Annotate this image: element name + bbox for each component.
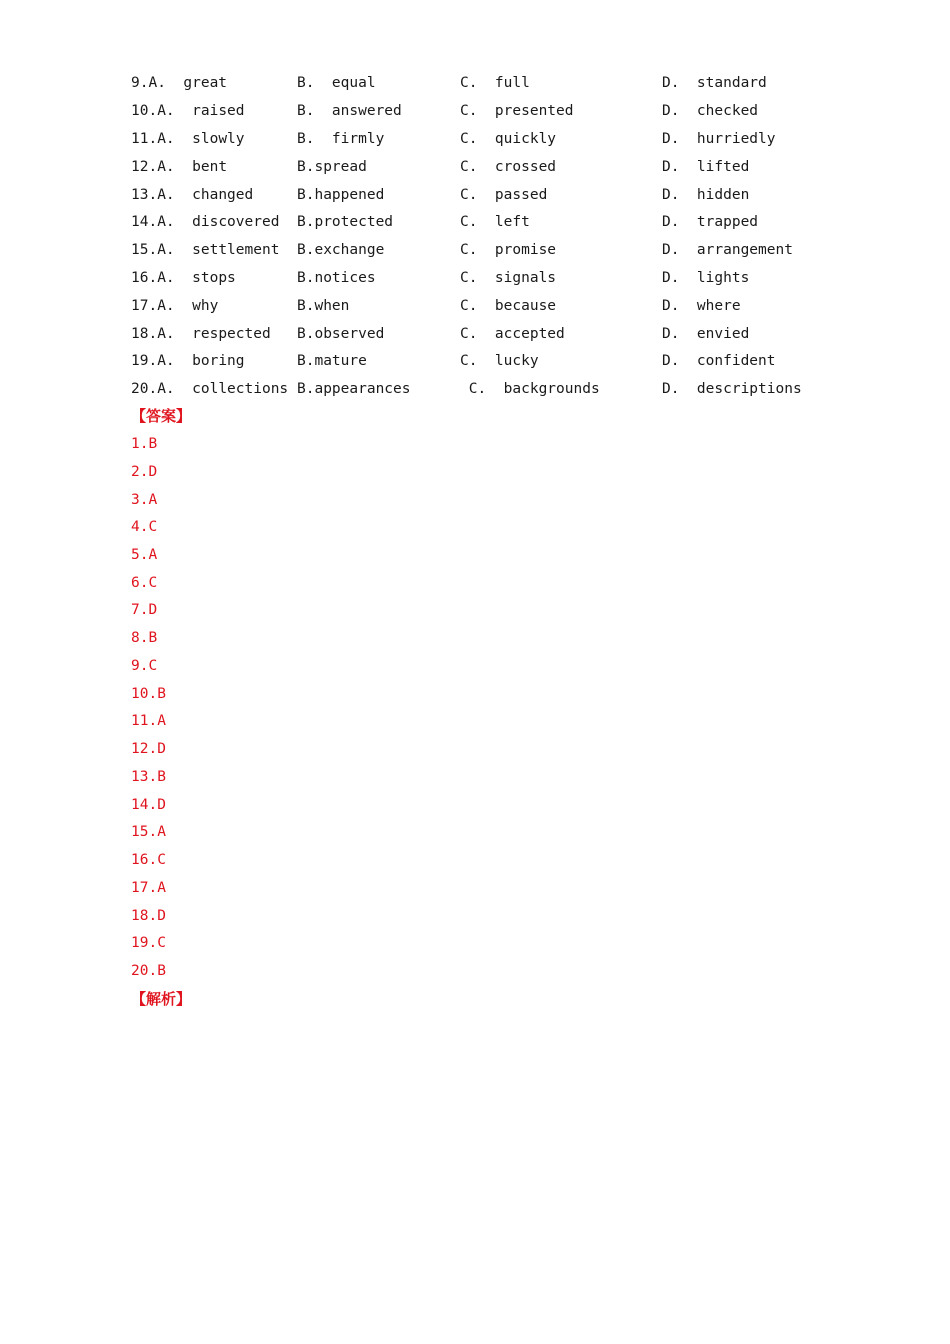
option-d: D. lights	[662, 270, 750, 286]
option-b: B.notices	[297, 270, 376, 286]
option-d: D. confident	[662, 353, 776, 369]
option-b: B.mature	[297, 353, 367, 369]
answer-item: 11.A	[131, 713, 166, 729]
option-a: 20.A. collections	[131, 381, 289, 397]
option-d: D. hurriedly	[662, 131, 776, 147]
question-row	[131, 379, 802, 399]
option-a: 11.A. slowly	[131, 131, 245, 147]
option-a: 10.A. raised	[131, 103, 245, 119]
option-b: B. firmly	[297, 131, 385, 147]
question-row	[131, 351, 776, 371]
answer-item: 4.C	[131, 519, 158, 535]
question-row	[131, 185, 750, 205]
answer-item: 7.D	[131, 602, 158, 618]
answer-item: 9.C	[131, 658, 158, 674]
question-row	[131, 296, 741, 316]
option-c: C. accepted	[460, 326, 565, 342]
option-d: D. hidden	[662, 187, 750, 203]
option-c: C. passed	[460, 187, 548, 203]
option-d: D. descriptions	[662, 381, 802, 397]
option-b: B.exchange	[297, 242, 385, 258]
option-a: 15.A. settlement	[131, 242, 280, 258]
option-b: B. answered	[297, 103, 402, 119]
option-d: D. checked	[662, 103, 759, 119]
option-c: C. signals	[460, 270, 557, 286]
answer-item: 8.B	[131, 630, 158, 646]
option-d: D. envied	[662, 326, 750, 342]
option-c: C. full	[460, 75, 530, 91]
option-c: C. left	[460, 214, 530, 230]
option-c: C. quickly	[460, 131, 557, 147]
answer-item: 17.A	[131, 880, 166, 896]
answer-item: 18.D	[131, 908, 166, 924]
option-b: B.observed	[297, 326, 385, 342]
option-a: 16.A. stops	[131, 270, 236, 286]
answer-item: 13.B	[131, 769, 166, 785]
answer-item: 1.B	[131, 436, 158, 452]
option-b: B. equal	[297, 75, 376, 91]
answer-item: 2.D	[131, 464, 158, 480]
option-a: 13.A. changed	[131, 187, 254, 203]
option-b: B.appearances	[297, 381, 411, 397]
option-c: C. promise	[460, 242, 557, 258]
option-d: D. where	[662, 298, 741, 314]
answer-item: 15.A	[131, 824, 166, 840]
option-a: 18.A. respected	[131, 326, 271, 342]
answer-heading: 【答案】	[131, 407, 192, 425]
option-b: B.protected	[297, 214, 394, 230]
question-row	[131, 73, 767, 93]
question-row	[131, 129, 776, 149]
option-a: 19.A. boring	[131, 353, 245, 369]
option-b: B.spread	[297, 159, 367, 175]
answer-item: 16.C	[131, 852, 166, 868]
option-c: C. lucky	[460, 353, 539, 369]
answer-item: 5.A	[131, 547, 158, 563]
option-a: 12.A. bent	[131, 159, 228, 175]
question-row	[131, 268, 750, 288]
option-b: B.happened	[297, 187, 385, 203]
option-c: C. crossed	[460, 159, 557, 175]
answer-item: 10.B	[131, 686, 166, 702]
option-c: C. because	[460, 298, 557, 314]
option-d: D. lifted	[662, 159, 750, 175]
question-row	[131, 212, 759, 232]
option-c: C. presented	[460, 103, 574, 119]
answer-item: 6.C	[131, 575, 158, 591]
option-b: B.when	[297, 298, 350, 314]
question-row	[131, 324, 750, 344]
answer-item: 14.D	[131, 797, 166, 813]
option-d: D. arrangement	[662, 242, 793, 258]
option-d: D. trapped	[662, 214, 759, 230]
question-row	[131, 157, 750, 177]
option-a: 17.A. why	[131, 298, 219, 314]
answer-item: 12.D	[131, 741, 166, 757]
option-a: 9.A. great	[131, 75, 228, 91]
option-d: D. standard	[662, 75, 767, 91]
question-row	[131, 240, 793, 260]
option-c: C. backgrounds	[460, 381, 600, 397]
question-row	[131, 101, 759, 121]
option-a: 14.A. discovered	[131, 214, 280, 230]
answer-item: 3.A	[131, 492, 158, 508]
analysis-heading: 【解析】	[131, 990, 192, 1008]
answer-item: 19.C	[131, 935, 166, 951]
answer-item: 20.B	[131, 963, 166, 979]
